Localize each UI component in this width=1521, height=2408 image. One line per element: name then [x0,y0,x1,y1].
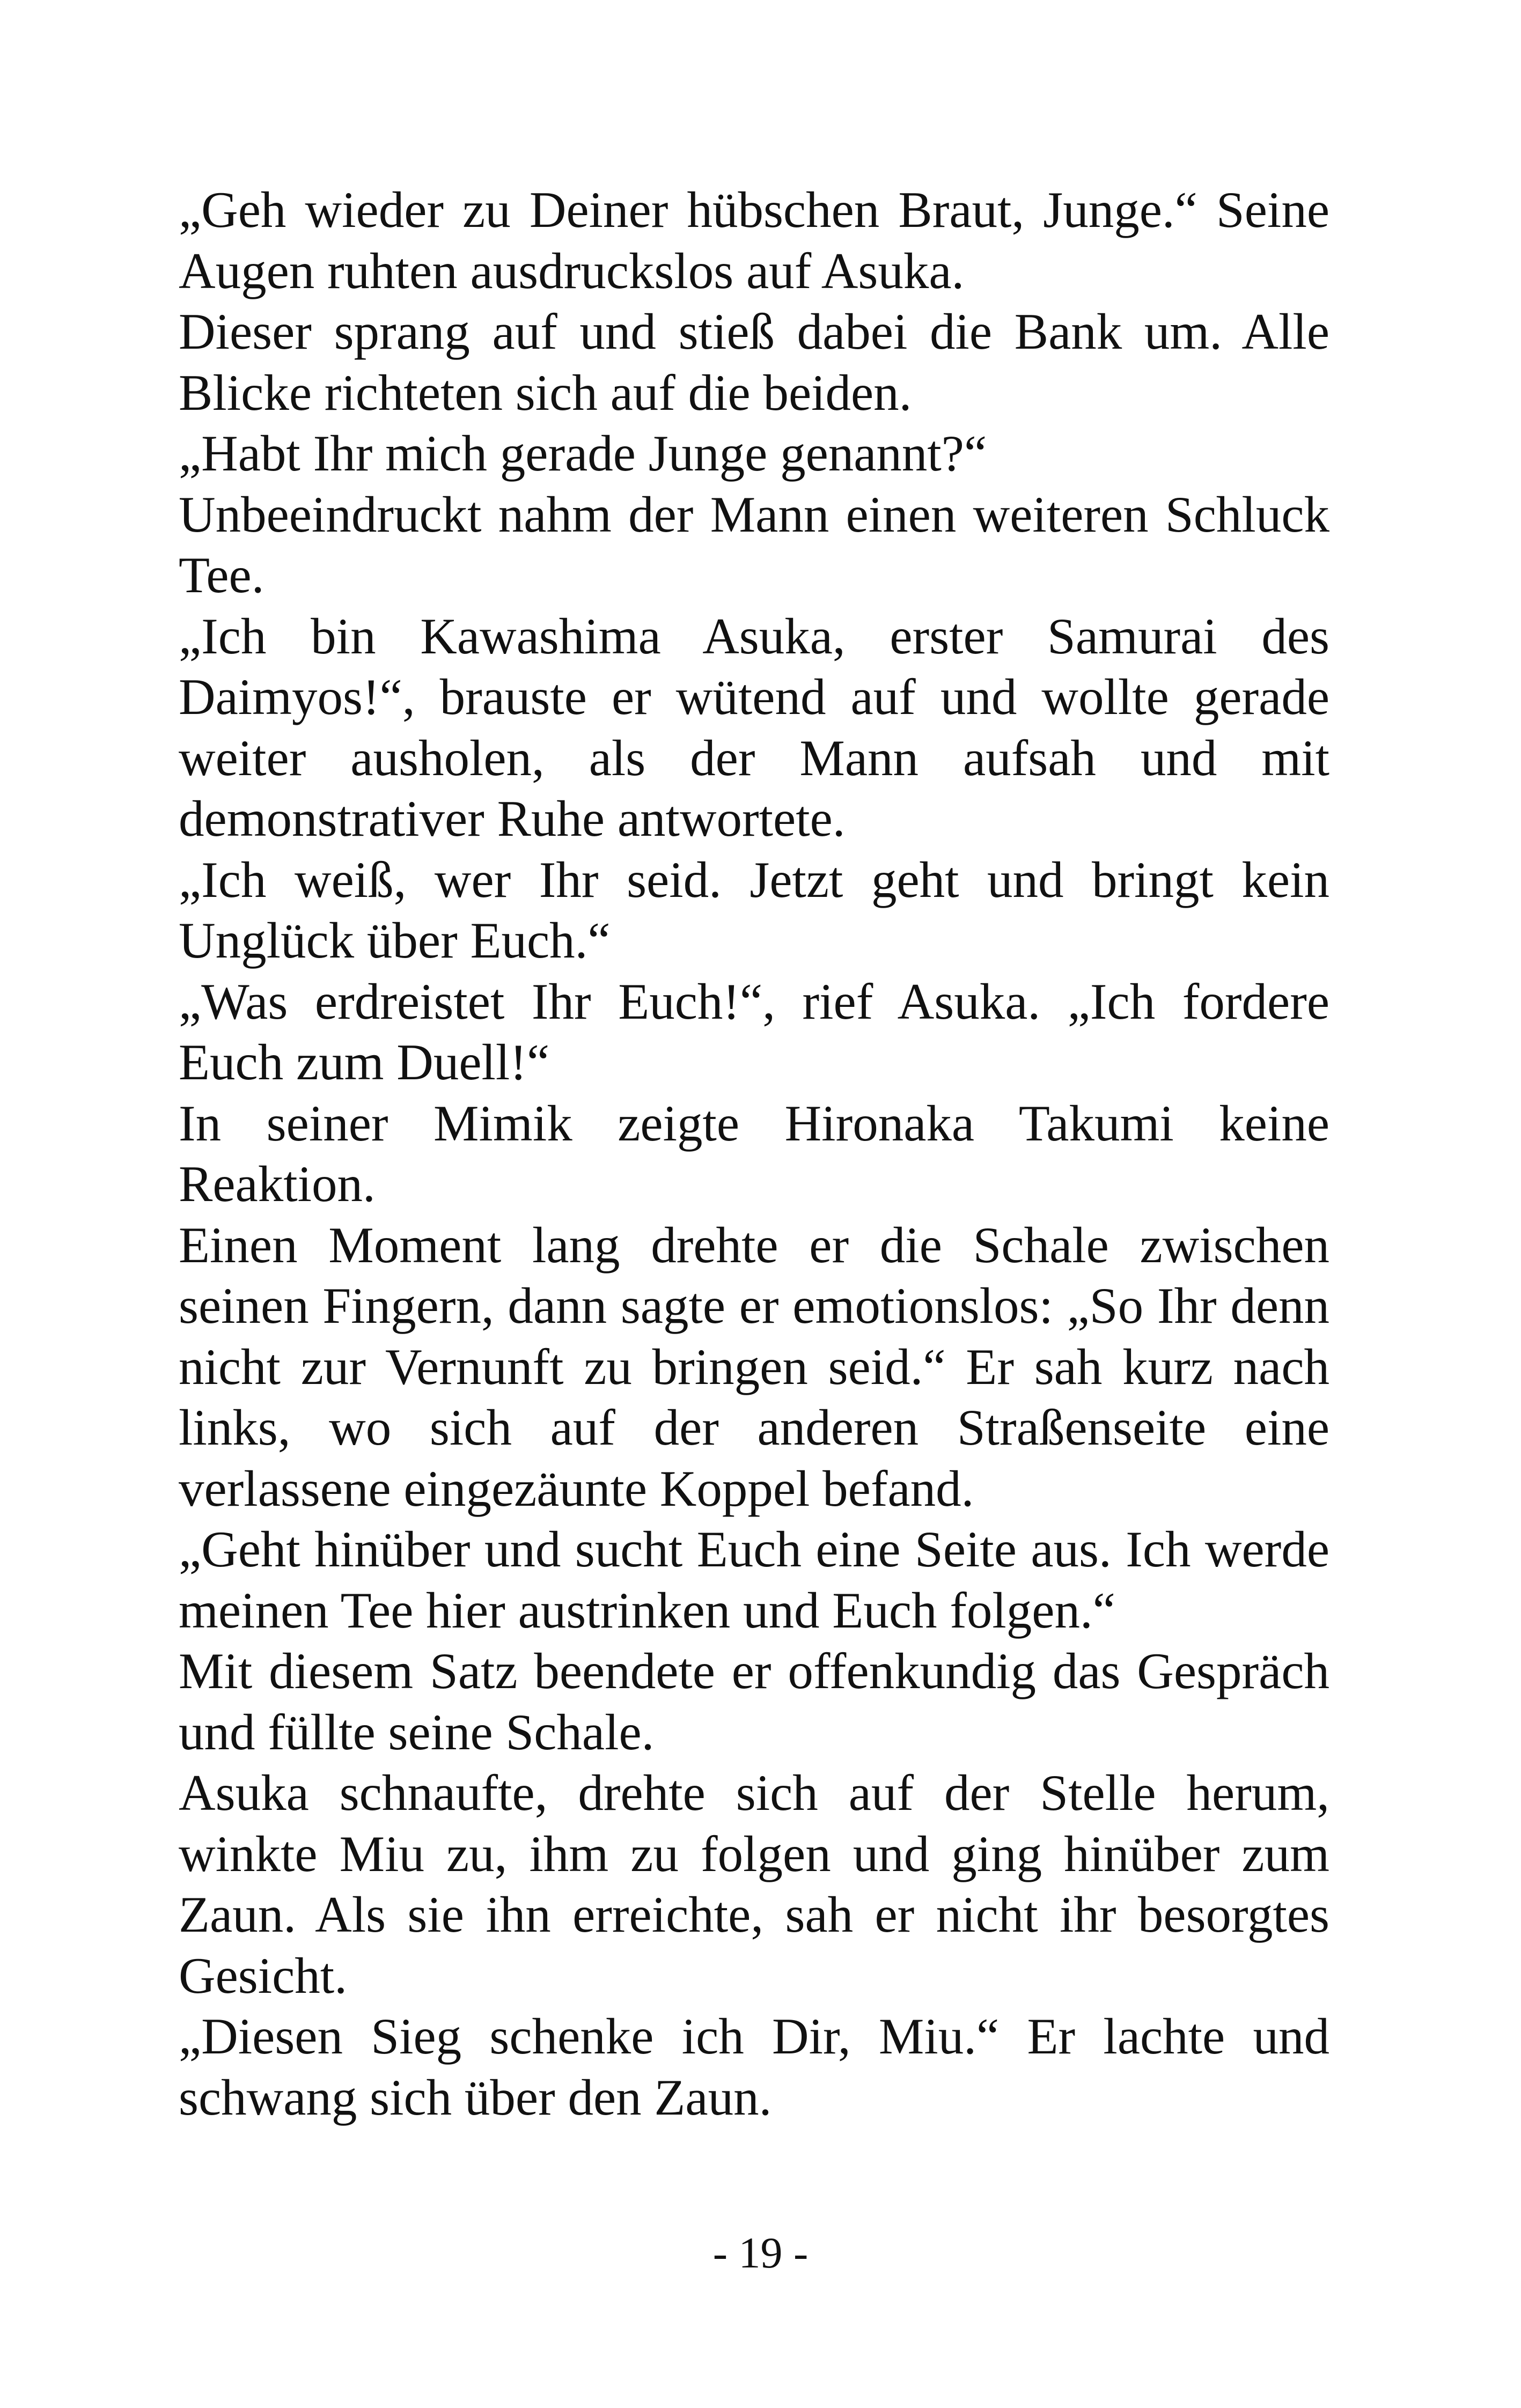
paragraph: „Geht hinüber und sucht Euch eine Seite aus. Ich werde meinen Tee hier austrinken und Euch folgen.“ [179,1521,1329,1639]
page-number: - 19 - [712,2228,809,2277]
paragraph: In seiner Mimik zeigte Hironaka Takumi keine Reaktion. [179,1094,1329,1212]
paragraph: Asuka schnaufte, drehte sich auf der Stelle herum, winkte Miu zu, ihm zu folgen und ging hinüber zum Zaun. Als sie ihn erreichte, sah er nicht ihr besorgtes Gesicht. [179,1764,1329,2004]
paragraph: „Habt Ihr mich gerade Junge genannt?“ [179,425,987,482]
paragraph: „Ich weiß, wer Ihr seid. Jetzt geht und bringt kein Unglück über Euch.“ [179,851,1329,969]
paragraph: „Was erdreistet Ihr Euch!“, rief Asuka. „Ich fordere Euch zum Duell!“ [179,973,1329,1091]
paragraph: Dieser sprang auf und stieß dabei die Bank um. Alle Blicke richteten sich auf die beiden. [179,303,1329,421]
paragraph: Mit diesem Satz beendete er offenkundig das Gespräch und füllte seine Schale. [179,1643,1329,1761]
paragraph: „Diesen Sieg schenke ich Dir, Miu.“ Er lachte und schwang sich über den Zaun. [179,2008,1329,2126]
paragraph: Einen Moment lang drehte er die Schale zwischen seinen Fingern, dann sagte er emotionslos: „So Ihr denn nicht zur Vernunft zu bringen seid.“ Er sah kurz nach links, wo sich auf der anderen Straßenseite eine verlassene eingezäunte Koppel befand. [179,1216,1329,1517]
paragraph: „Ich bin Kawashima Asuka, erster Samurai des Daimyos!“, brauste er wütend auf und wollte gerade weiter ausholen, als der Mann aufsah und mit demonstrativer Ruhe antwortete. [179,607,1329,847]
paragraph: Unbeeindruckt nahm der Mann einen weiteren Schluck Tee. [179,485,1329,603]
page-text [179,180,1329,2128]
paragraph: „Geh wieder zu Deiner hübschen Braut, Junge.“ Seine Augen ruhten ausdruckslos auf Asuka. [179,181,1329,299]
